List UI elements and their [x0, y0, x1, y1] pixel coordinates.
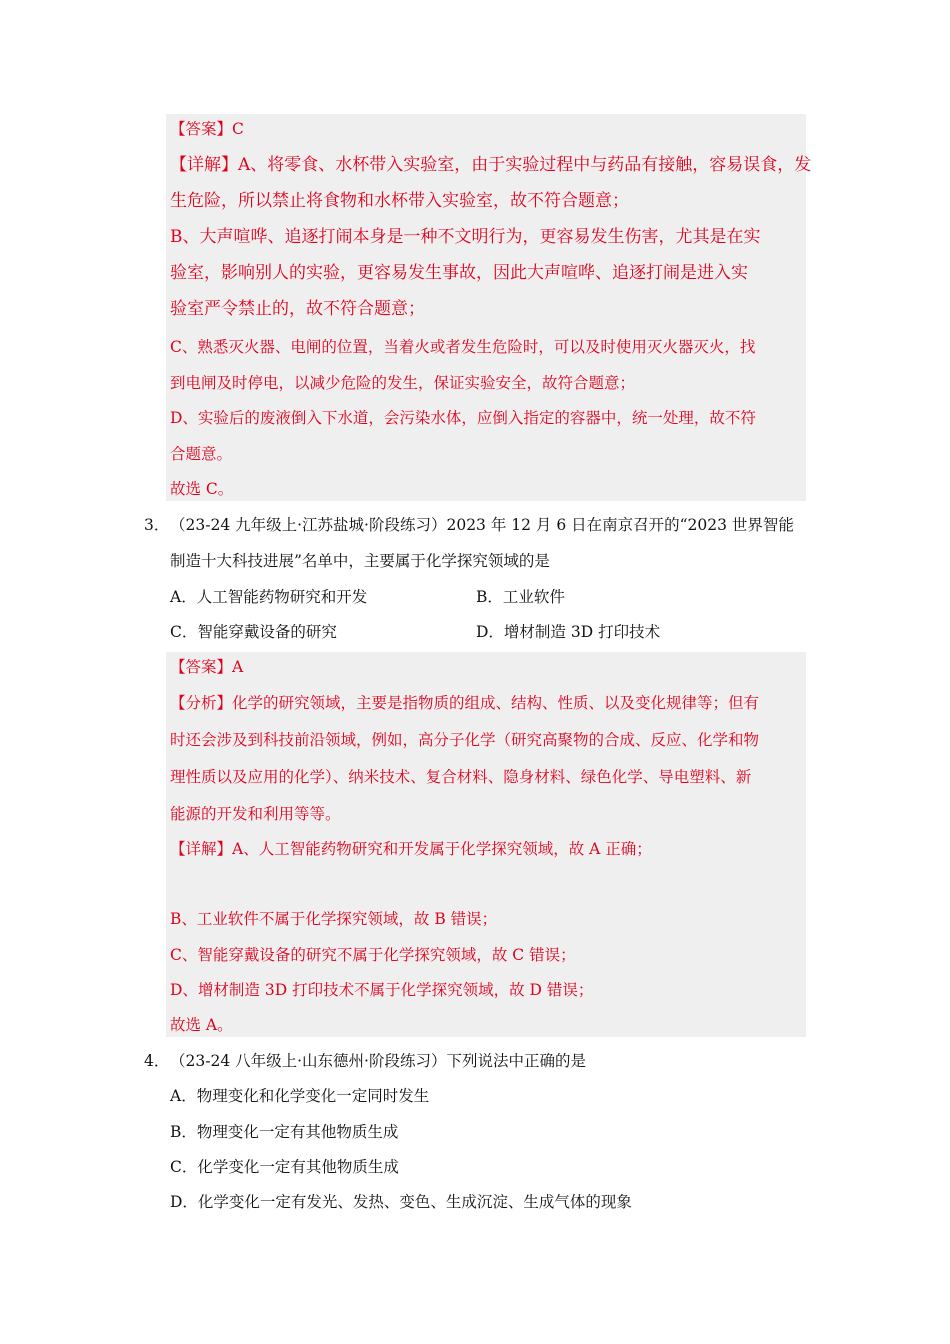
option-a: A．人工智能药物研究和开发 [170, 588, 368, 606]
detail-text: C、熟悉灭火器、电闸的位置，当着火或者发生危险时，可以及时使用灭火器灭火，找 [170, 338, 756, 356]
analysis-line [170, 692, 759, 714]
analysis-tag: 【分析】 [170, 694, 233, 712]
answer-value: C [232, 120, 244, 138]
detail-text: D、实验后的废液倒入下水道，会污染水体，应倒入指定的容器中，统一处理，故不符 [170, 409, 756, 427]
analysis-text: 能源的开发和利用等等。 [170, 805, 341, 823]
conclusion-text: 故选 C。 [170, 480, 234, 498]
detail-text: 到电闸及时停电，以减少危险的发生，保证实验安全，故符合题意； [170, 374, 636, 392]
answer-line [170, 118, 244, 140]
detail-tag: 【详解】 [170, 840, 233, 858]
detail-text: B、大声喧哗、追逐打闹本身是一种不文明行为，更容易发生伤害，尤其是在实 [170, 227, 761, 247]
detail-line [170, 838, 652, 860]
question-stem: （23-24 九年级上·江苏盐城·阶段练习）2023 年 12 月 6 日在南京召开的“2023 世界智能 [170, 516, 794, 534]
option-c: C．智能穿戴设备的研究 [170, 623, 337, 641]
analysis-text: 理性质以及应用的化学）、纳米技术、复合材料、隐身材料、绿色化学、导电塑料、新 [170, 768, 752, 786]
option-b: B．物理变化一定有其他物质生成 [170, 1123, 399, 1141]
answer-value: A [232, 658, 244, 676]
question-stem: （23-24 八年级上·山东德州·阶段练习）下列说法中正确的是 [170, 1052, 586, 1070]
detail-text: 验室严令禁止的，故不符合题意； [170, 299, 425, 319]
answer-line [170, 656, 243, 678]
detail-text: D、增材制造 3D 打印技术不属于化学探究领域，故 D 错误； [170, 981, 594, 999]
question-number: 3． [144, 516, 170, 534]
detail-text: A、将零食、水杯带入实验室，由于实验过程中与药品有接触，容易误食，发 [238, 155, 812, 175]
analysis-text: 化学的研究领域，主要是指物质的组成、结构、性质、以及变化规律等；但有 [232, 694, 760, 712]
option-d: D．化学变化一定有发光、发热、变色、生成沉淀、生成气体的现象 [170, 1193, 632, 1211]
analysis-text: 时还会涉及到科技前沿领域，例如，高分子化学（研究高聚物的合成、反应、化学和物 [170, 731, 760, 749]
detail-tag: 【详解】 [170, 155, 238, 175]
detail-text: B、工业软件不属于化学探究领域，故 B 错误； [170, 910, 498, 928]
answer-tag: 【答案】 [170, 120, 233, 138]
option-d: D．增材制造 3D 打印技术 [476, 623, 661, 641]
conclusion-text: 故选 A。 [170, 1016, 233, 1034]
option-a: A．物理变化和化学变化一定同时发生 [170, 1087, 430, 1105]
detail-line [170, 154, 811, 176]
detail-text: C、智能穿戴设备的研究不属于化学探究领域，故 C 错误； [170, 946, 576, 964]
detail-text: 生危险，所以禁止将食物和水杯带入实验室，故不符合题意； [170, 191, 629, 211]
detail-text: 验室，影响别人的实验，更容易发生事故，因此大声喧哗、追逐打闹是进入实 [170, 263, 748, 283]
detail-text: 合题意。 [170, 445, 233, 463]
question-stem: 制造十大科技进展”名单中，主要属于化学探究领域的是 [170, 552, 550, 570]
answer-tag: 【答案】 [170, 658, 233, 676]
detail-text: A、人工智能药物研究和开发属于化学探究领域，故 A 正确； [232, 840, 652, 858]
option-c: C．化学变化一定有其他物质生成 [170, 1158, 399, 1176]
option-b: B．工业软件 [476, 588, 565, 606]
question-number: 4． [144, 1052, 170, 1070]
